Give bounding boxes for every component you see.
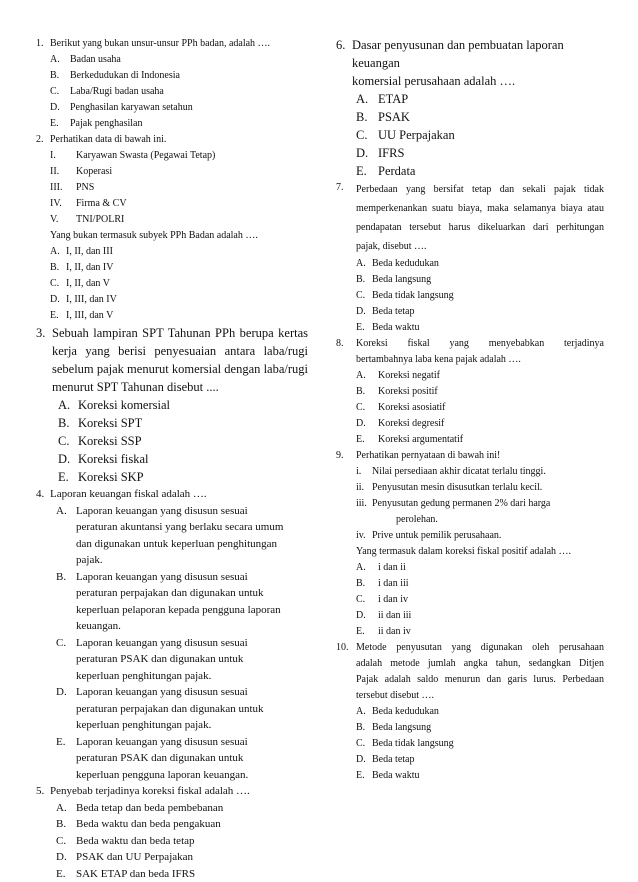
option-label: A. [356,560,378,576]
option-c [50,276,308,292]
option-text: SAK ETAP dan beda IFRS [76,866,308,882]
option-label: D. [356,752,372,768]
option-c [356,288,604,304]
option-text-line: keperluan penghitungan pajak. [76,717,308,734]
option-text-line: peraturan akuntansi yang berlaku secara umum [76,519,308,536]
option-label: D. [50,292,66,308]
option-c [52,432,308,450]
option-text: I, II, dan III [66,244,308,260]
option-text: Penghasilan karyawan setahun [70,100,308,116]
option-d [50,849,308,866]
option-text: ii dan iii [378,608,604,624]
option-label: E. [56,734,76,784]
statement-item [356,528,604,544]
option-text: Beda waktu [372,768,604,784]
option-a [352,90,604,108]
option-label: E. [356,432,378,448]
option-text: Beda kedudukan [372,256,604,272]
question-number: 8. [336,336,356,448]
question-prompt: Yang termasuk dalam koreksi fiskal positif adalah …. [356,544,604,560]
option-label: A. [356,90,378,108]
option-label: C. [58,432,78,450]
option-label: D. [56,849,76,866]
option-label: D. [50,100,70,116]
option-label: A. [356,704,372,720]
option-text-line: peraturan PSAK dan digunakan untuk [76,651,308,668]
option-text: Beda langsung [372,272,604,288]
question-number: 2. [36,132,50,324]
option-text-line: Laporan keuangan yang disusun sesuai [76,569,308,586]
question-10 [336,640,604,784]
option-text: Beda waktu dan beda tetap [76,833,308,850]
option-label: C. [356,288,372,304]
question-number: 3. [36,324,52,486]
option-text: Beda tetap dan beda pembebanan [76,800,308,817]
option-e [356,432,604,448]
statement-item [356,496,604,528]
option-c [356,736,604,752]
option-text: ii dan iv [378,624,604,640]
option-text: Badan usaha [70,52,308,68]
option-label: E. [356,320,372,336]
item-text: Karyawan Swasta (Pegawai Tetap) [76,148,308,164]
question-7 [336,180,604,336]
option-label: D. [356,304,372,320]
option-label: A. [356,368,378,384]
option-b [352,108,604,126]
question-text-line: Koreksi fiskal yang menyebabkan terjadinya [356,336,604,352]
item-label: II. [50,164,76,180]
option-text-line: keperluan pelaporan kepada pengguna laporan [76,602,308,619]
item-text: Koperasi [76,164,308,180]
option-e [356,768,604,784]
option-label: D. [356,144,378,162]
option-label: E. [356,624,378,640]
option-label: C. [50,84,70,100]
option-text: Koreksi komersial [78,396,308,414]
question-text-line: pajak, disebut …. [356,237,604,256]
option-text: Koreksi argumentatif [378,432,604,448]
option-text-line: dan digunakan untuk keperluan penghitungan [76,536,308,553]
option-b [50,816,308,833]
question-text-line: Metode penyusutan yang digunakan oleh perusahaan [356,640,604,656]
option-a [50,244,308,260]
option-a [50,503,308,569]
question-text-line: komersial perusahaan adalah …. [352,72,604,90]
option-text: Beda tidak langsung [372,736,604,752]
item-label: ii. [356,480,372,496]
data-item [50,148,308,164]
question-text-line: pendapatan tersebut harus dikeluarkan dari perhitungan [356,218,604,237]
option-label: C. [356,400,378,416]
option-c [50,635,308,685]
option-text: Perdata [378,162,604,180]
item-text-line: Penyusutan gedung permanen 2% dari harga [372,496,604,512]
question-3 [36,324,308,486]
question-number: 10. [336,640,356,784]
option-b [50,260,308,276]
option-text-line: peraturan perpajakan dan digunakan untuk [76,701,308,718]
option-text-line: Laporan keuangan yang disusun sesuai [76,635,308,652]
option-c [50,84,308,100]
statement-item [356,480,604,496]
option-label: B. [356,108,378,126]
question-text: Perhatikan pernyataan di bawah ini! [356,448,604,464]
option-e [50,308,308,324]
question-6 [336,36,604,180]
question-text-line: Dasar penyusunan dan pembuatan laporan keuangan [352,36,604,72]
option-label: A. [58,396,78,414]
option-label: A. [50,52,70,68]
option-text: i dan ii [378,560,604,576]
option-label: A. [56,503,76,569]
option-text: I, III, dan V [66,308,308,324]
option-text: PSAK [378,108,604,126]
item-label: iv. [356,528,372,544]
option-a [356,704,604,720]
option-text: PSAK dan UU Perpajakan [76,849,308,866]
item-label: III. [50,180,76,196]
question-5 [36,783,308,882]
question-text-line: Pajak adalah saldo menurun dan garis lurus. Perbedaan [356,672,604,688]
option-text-line: keuangan. [76,618,308,635]
option-label: A. [50,244,66,260]
option-label: B. [356,384,378,400]
item-label: iii. [356,496,372,528]
option-a [356,368,604,384]
option-text: Koreksi SPT [78,414,308,432]
option-text-line: pajak. [76,552,308,569]
question-text-line: menurut SPT Tahunan disebut .... [52,378,308,396]
option-text: Beda tidak langsung [372,288,604,304]
item-text-line: perolehan. [372,512,604,528]
item-text: PNS [76,180,308,196]
option-text: i dan iii [378,576,604,592]
option-text: Koreksi SSP [78,432,308,450]
data-item [50,196,308,212]
statement-item [356,464,604,480]
option-text: Beda langsung [372,720,604,736]
option-text: Koreksi fiskal [78,450,308,468]
question-number: 7. [336,180,356,336]
question-text-line: Sebuah lampiran SPT Tahunan PPh berupa kertas [52,324,308,342]
option-b [356,576,604,592]
option-label: B. [58,414,78,432]
item-label: i. [356,464,372,480]
option-label: B. [356,272,372,288]
option-d [52,450,308,468]
right-column [336,36,604,784]
question-1 [36,36,308,132]
item-text: Firma & CV [76,196,308,212]
option-label: E. [50,308,66,324]
option-label: C. [56,635,76,685]
option-text: Koreksi negatif [378,368,604,384]
question-8 [336,336,604,448]
option-label: D. [356,416,378,432]
option-label: B. [56,816,76,833]
option-label: C. [50,276,66,292]
option-label: E. [56,866,76,882]
option-label: C. [356,592,378,608]
option-text-line: peraturan PSAK dan digunakan untuk [76,750,308,767]
option-b [356,720,604,736]
data-item [50,212,308,228]
item-label: V. [50,212,76,228]
option-d [352,144,604,162]
option-text: Beda waktu dan beda pengakuan [76,816,308,833]
option-text: ETAP [378,90,604,108]
option-text: UU Perpajakan [378,126,604,144]
option-label: D. [58,450,78,468]
question-number: 5. [36,783,50,882]
option-label: E. [356,768,372,784]
question-number: 1. [36,36,50,132]
option-e [52,468,308,486]
question-text: Berikut yang bukan unsur-unsur PPh badan, adalah …. [50,36,308,52]
item-text-line: Nilai persediaan akhir dicatat terlalu tinggi. [372,464,604,480]
option-text: Beda waktu [372,320,604,336]
question-9 [336,448,604,640]
option-c [352,126,604,144]
option-text: Koreksi asosiatif [378,400,604,416]
option-label: B. [356,576,378,592]
option-text-line: peraturan perpajakan dan digunakan untuk [76,585,308,602]
option-b [50,68,308,84]
option-b [50,569,308,635]
question-text: Laporan keuangan fiskal adalah …. [50,486,308,503]
option-text-line: keperluan pengguna laporan keuangan. [76,767,308,784]
option-label: E. [50,116,70,132]
option-text: Pajak penghasilan [70,116,308,132]
option-text: Koreksi degresif [378,416,604,432]
option-d [50,684,308,734]
option-text: IFRS [378,144,604,162]
option-label: B. [356,720,372,736]
option-d [50,100,308,116]
item-label: I. [50,148,76,164]
option-text-line: Laporan keuangan yang disusun sesuai [76,734,308,751]
option-text: Beda tetap [372,304,604,320]
option-label: B. [50,68,70,84]
option-text: I, II, dan V [66,276,308,292]
option-a [356,560,604,576]
option-a [50,800,308,817]
question-text-line: Perbedaan yang bersifat tetap dan sekali pajak tidak [356,180,604,199]
option-b [52,414,308,432]
data-item [50,180,308,196]
question-text: Perhatikan data di bawah ini. [50,132,308,148]
option-text: Beda kedudukan [372,704,604,720]
question-number: 9. [336,448,356,640]
question-text-line: memperkenankan suatu biaya, maka selamanya biaya atau [356,199,604,218]
question-text: Penyebab terjadinya koreksi fiskal adalah …. [50,783,308,800]
option-text-line: Laporan keuangan yang disusun sesuai [76,684,308,701]
option-text: i dan iv [378,592,604,608]
option-text: Koreksi SKP [78,468,308,486]
option-label: D. [56,684,76,734]
option-b [356,272,604,288]
option-c [356,400,604,416]
option-text: I, II, dan IV [66,260,308,276]
option-d [356,752,604,768]
question-prompt: Yang bukan termasuk subyek PPh Badan adalah …. [50,228,308,244]
option-label: E. [58,468,78,486]
option-d [50,292,308,308]
option-text: I, III, dan IV [66,292,308,308]
question-text-line: bertambahnya laba kena pajak adalah …. [356,352,604,368]
option-text: Koreksi positif [378,384,604,400]
option-e [50,866,308,882]
option-label: A. [56,800,76,817]
option-e [50,734,308,784]
option-label: C. [56,833,76,850]
question-number: 6. [336,36,352,180]
option-b [356,384,604,400]
option-d [356,304,604,320]
option-label: D. [356,608,378,624]
option-label: A. [356,256,372,272]
item-text: TNI/POLRI [76,212,308,228]
question-text-line: adalah metode jumlah angka tahun, sedangkan Ditjen [356,656,604,672]
item-label: IV. [50,196,76,212]
option-a [52,396,308,414]
question-text-line: sebelum pajak menurut komersial dengan laba/rugi [52,360,308,378]
option-c [356,592,604,608]
option-label: B. [50,260,66,276]
option-text-line: Laporan keuangan yang disusun sesuai [76,503,308,520]
question-text-line: kerja yang berisi penyesuaian antara laba/rugi [52,342,308,360]
option-text: Laba/Rugi badan usaha [70,84,308,100]
option-a [356,256,604,272]
option-text: Beda tetap [372,752,604,768]
option-label: C. [356,126,378,144]
option-label: B. [56,569,76,635]
question-number: 4. [36,486,50,783]
item-text-line: Prive untuk pemilik perusahaan. [372,528,604,544]
option-e [356,624,604,640]
option-text: Berkedudukan di Indonesia [70,68,308,84]
option-e [356,320,604,336]
option-label: E. [356,162,378,180]
data-item [50,164,308,180]
option-c [50,833,308,850]
left-column [36,36,308,882]
option-d [356,416,604,432]
option-e [50,116,308,132]
question-2 [36,132,308,324]
item-text-line: Penyusutan mesin disusutkan terlalu kecil. [372,480,604,496]
option-label: C. [356,736,372,752]
option-d [356,608,604,624]
question-4 [36,486,308,783]
question-text-line: tersebut disebut …. [356,688,604,704]
option-e [352,162,604,180]
option-a [50,52,308,68]
option-text-line: keperluan penghitungan pajak. [76,668,308,685]
